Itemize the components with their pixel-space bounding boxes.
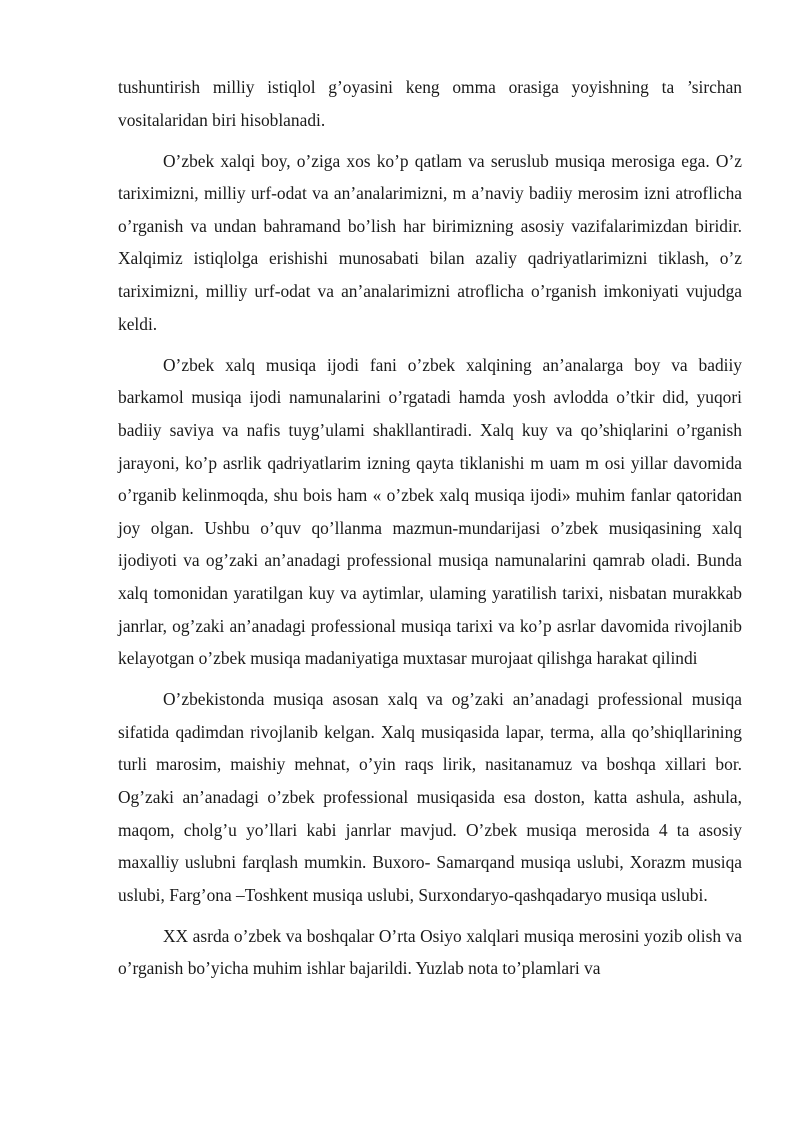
- paragraph-music-styles: O’zbekistonda musiqa asosan xalq va og’zaki an’anadagi professional musiqa sifatida qadimdan rivojlanib kelgan. Xalq musiqasida lapar, terma, alla qo’shiqllarining turli marosim, maishiy mehnat, o’yin raqs lirik, nasitanamuz va boshqa xillari bor. Og’zaki an’anadagi o’zbek professional musiqasida esa doston, katta ashula, ashula, maqom, cholg’u yo’llari kabi janrlar mavjud. O’zbek musiqa merosida 4 ta asosiy maxalliy uslubni farqlash mumkin. Buxoro- Samarqand musiqa uslubi, Xorazm musiqa uslubi, Farg’ona –Toshkent musiqa uslubi, Surxondaryo-qashqadaryo musiqa uslubi.: [118, 689, 742, 905]
- paragraph-continuation: tushuntirish milliy istiqlol g’oyasini keng omma orasiga yoyishning ta ’sirchan vositalaridan biri hisoblanadi.: [118, 77, 742, 130]
- paragraph-musical-heritage: O’zbek xalqi boy, o’ziga xos ko’p qatlam va seruslub musiqa merosiga ega. O’z tariximizni, milliy urf-odat va an’analarimizni, m a’naviy badiiy merosim izni atroflicha o’rganish va undan bahramand bo’lish har birimizning asosiy vazifalarimizdan biridir. Xalqimiz istiqlolga erishishi munosabati bilan azaliy qadriyatlarimizni tiklash, o’z tariximizni, milliy urf-odat va an’analarimizni atroflicha o’rganish imkoniyati vujudga keldi.: [118, 150, 742, 334]
- document-body: [118, 71, 742, 994]
- paragraph-folk-music-course: O’zbek xalq musiqa ijodi fani o’zbek xalqining an’analarga boy va badiiy barkamol musiqa ijodi namunalarini o’rgatadi hamda yosh avlodda o’tkir did, yuqori badiiy saviya va nafis tuyg’ulami shakllantiradi. Xalq kuy va qo’shiqlarini o’rganish jarayoni, ko’p asrlik qadriyatlarim izning qayta tiklanishi m uam m osi yillar davomida o’rganib kelinmoqda, shu bois ham « o’zbek xalq musiqa ijodi» muhim fanlar qatoridan joy olgan. Ushbu o’quv qo’llanma mazmun-mundarijasi o’zbek musiqasining xalq ijodiyoti va og’zaki an’anadagi professional musiqa namunalarini qamrab oladi. Bunda xalq tomonidan yaratilgan kuy va aytimlar, ulaming yaratilish tarixi, nisbatan murakkab janrlar, og’zaki an’anadagi professional musiqa tarixi va ko’p asrlar davomida rivojlanib kelayotgan o’zbek musiqa madaniyatiga muxtasar murojaat qilishga harakat qilindi: [118, 354, 742, 669]
- paragraph-twentieth-century: XX asrda o’zbek va boshqalar O’rta Osiyo xalqlari musiqa merosini yozib olish va o’rganish bo’yicha muhim ishlar bajarildi. Yuzlab nota to’plamlari va: [118, 925, 742, 979]
